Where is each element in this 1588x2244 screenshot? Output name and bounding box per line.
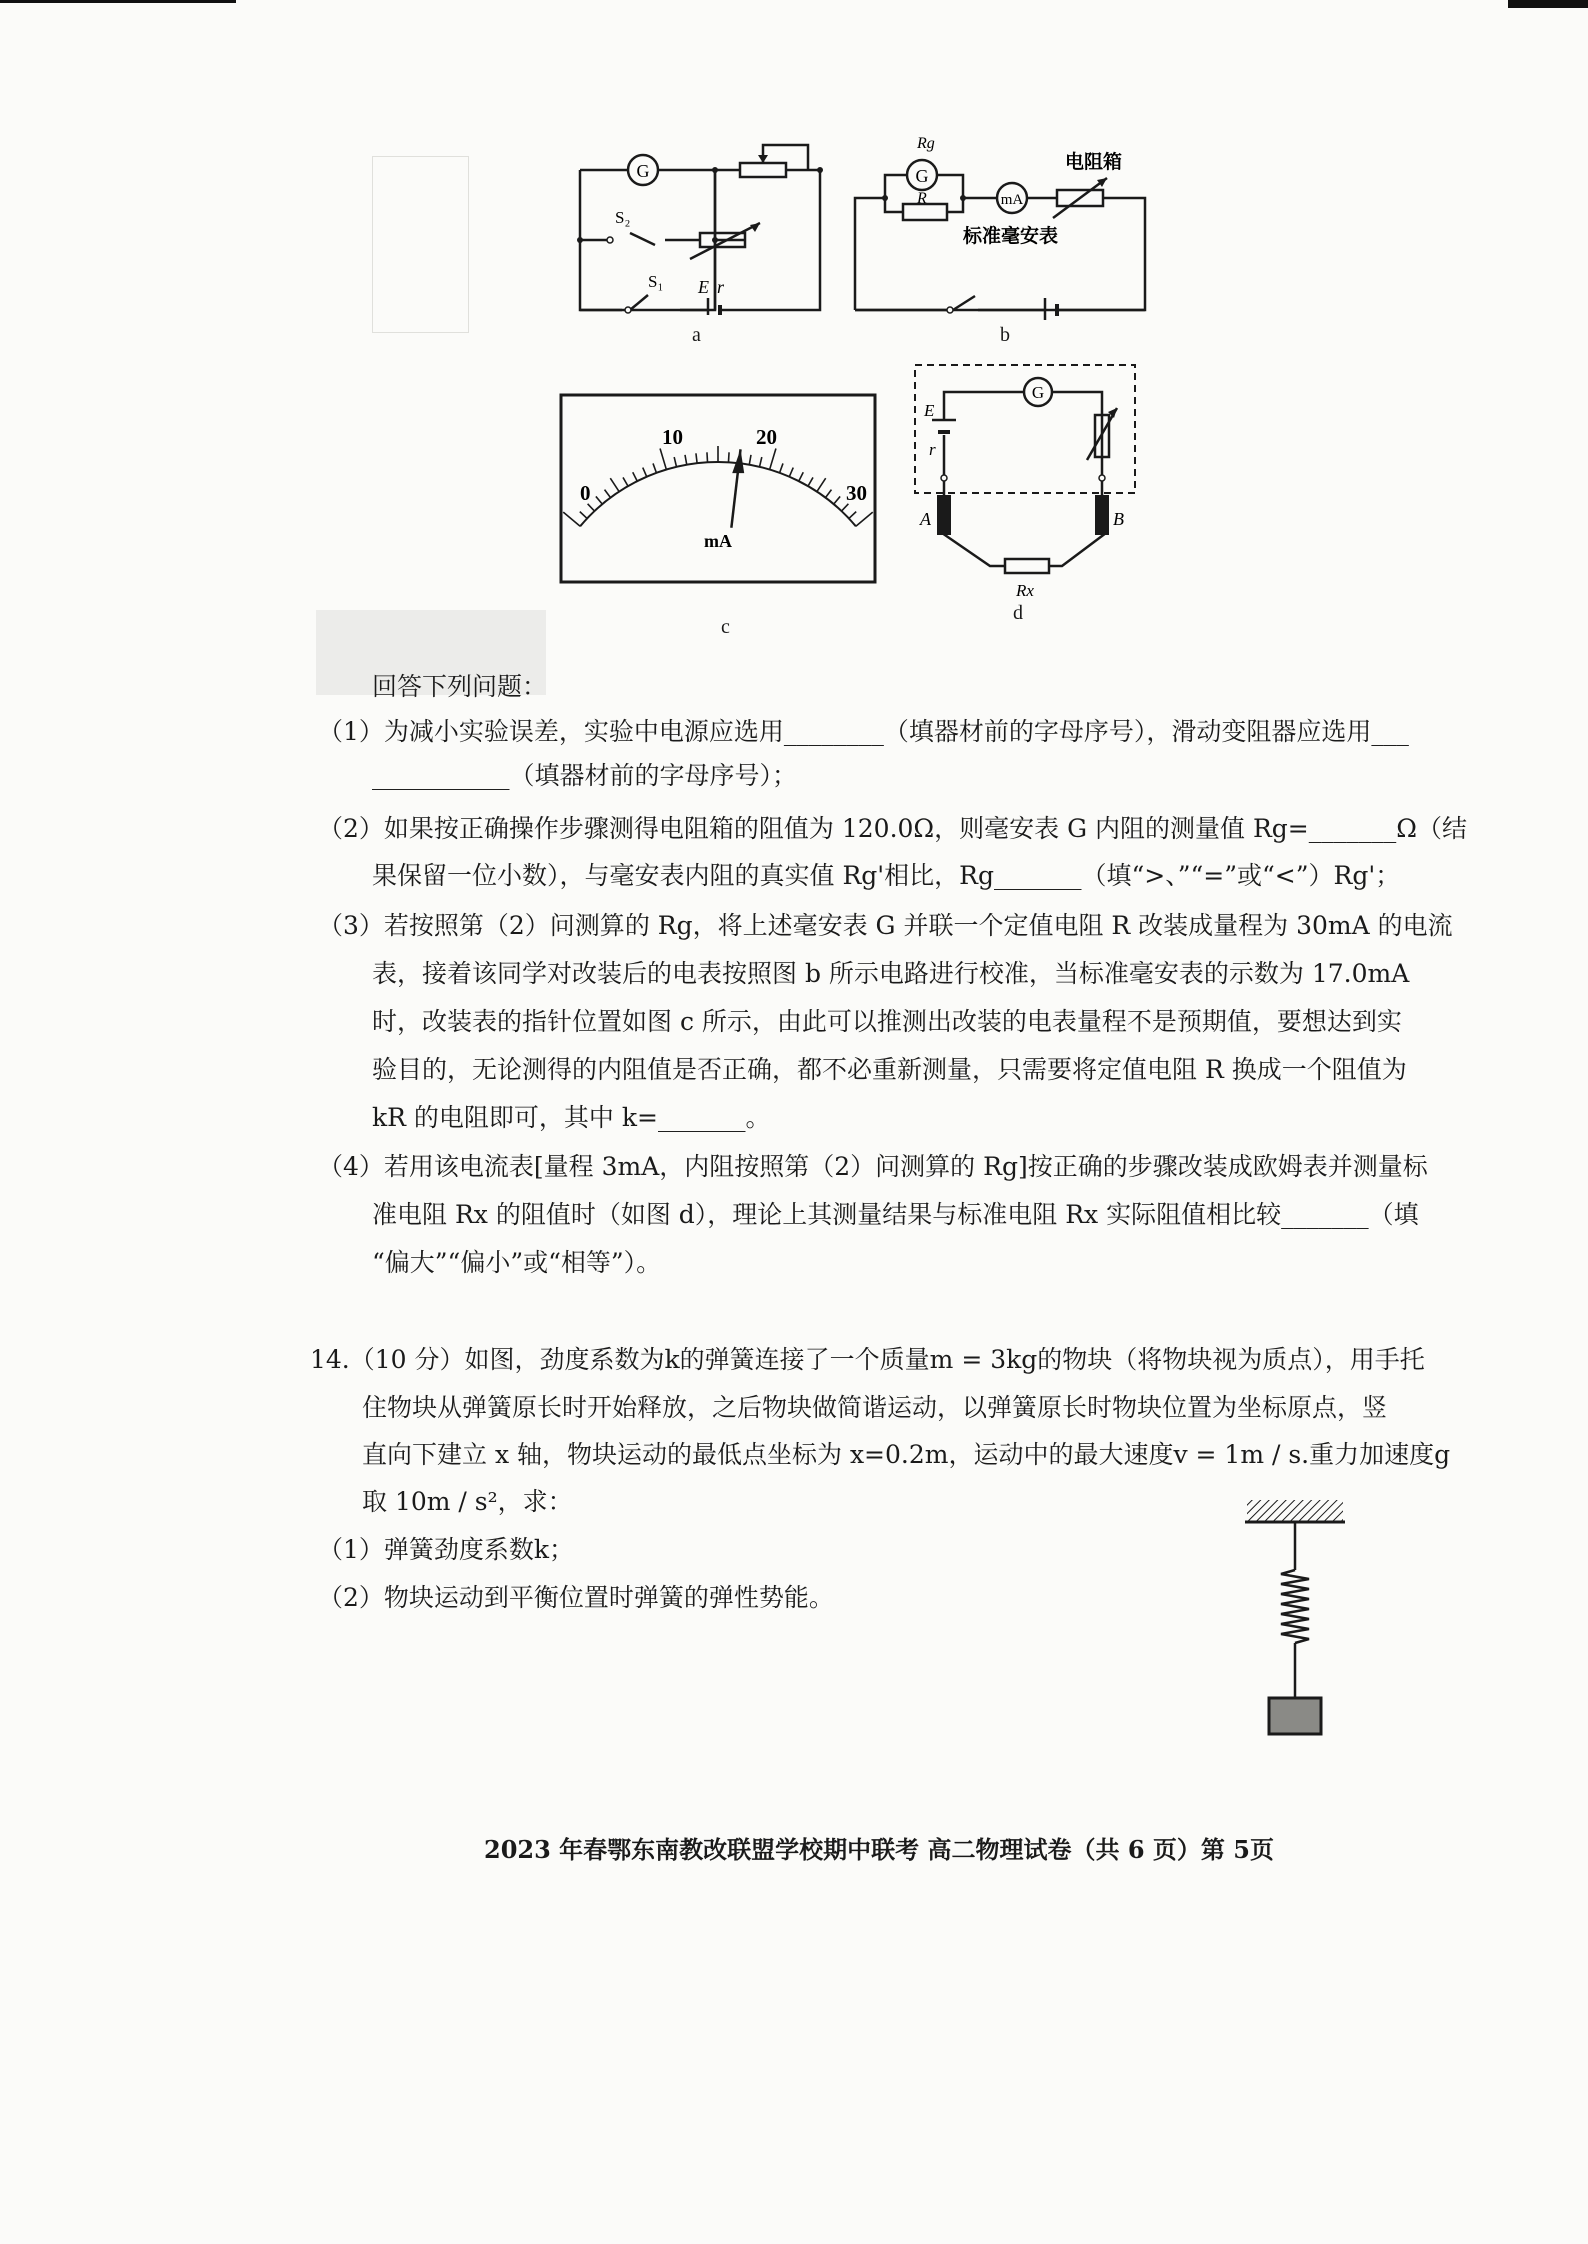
meter-tick-label-20: 20: [756, 425, 777, 449]
figure-a-circuit: [570, 135, 830, 315]
meter-tick: [770, 448, 776, 469]
fig-a-r-label: r: [717, 277, 725, 297]
scan-edge-top-right: [1508, 0, 1588, 8]
scan-edge-top-left: [0, 0, 236, 3]
q13-part3-line5: kR 的电阻即可，其中 k=_______。: [372, 1103, 771, 1132]
q14-line4: 取 10m / s²，求：: [362, 1487, 573, 1516]
meter-tick: [849, 512, 856, 519]
q13-part3-line4: 验目的，无论测得的内阻值是否正确，都不必重新测量，只需要将定值电阻 R 换成一个阻值为: [372, 1055, 1407, 1084]
fig-d-e-label: E: [924, 401, 935, 420]
q13-part3-line1: （3）若按照第（2）问测算的 Rg，将上述毫安表 G 并联一个定值电阻 R 改装成量程为 30mA 的电流: [318, 911, 1453, 940]
q14-sub1: （1）弹簧劲度系数k；: [318, 1535, 575, 1564]
fig-c-caption: c: [721, 616, 730, 638]
fig-d-g-label: G: [1031, 383, 1045, 402]
meter-tick: [817, 478, 826, 491]
q14-line2: 住物块从弹簧原长时开始释放，之后物块做简谐运动，以弹簧原长时物块位置为坐标原点，竖: [362, 1393, 1388, 1422]
q14-line1: 14.（10 分）如图，劲度系数为k的弹簧连接了一个质量m = 3kg的物块（将物块视为质点），用手托: [310, 1345, 1425, 1374]
fig-b-g-label: G: [915, 166, 929, 186]
fig-b-ma-label: mA: [1000, 192, 1024, 208]
meter-tick-label-10: 10: [662, 425, 683, 449]
q13-part4-line3: “偏大”“偏小”或“相等”）。: [372, 1248, 662, 1277]
meter-tick: [643, 468, 647, 477]
meter-tick: [696, 453, 697, 463]
q13-part1-line1: （1）为减小实验误差，实验中电源应选用________（填器材前的字母序号），滑动变阻器应选用___: [318, 717, 1409, 746]
fig-d-caption: d: [1013, 602, 1023, 624]
meter-tick: [653, 463, 656, 472]
q13-part2-line2: 果保留一位小数），与毫安表内阻的真实值 Rg'相比，Rg_______（填“>、”“=”或“<”）Rg'；: [372, 861, 1401, 890]
meter-tick: [780, 463, 783, 472]
meter-tick: [825, 490, 831, 498]
fig-a-caption: a: [692, 324, 701, 346]
faint-rectangle: [372, 156, 469, 333]
meter-tick: [580, 512, 587, 519]
meter-tick: [834, 496, 840, 504]
fig-b-std-meter-label: 标准毫安表: [963, 226, 1059, 247]
fig-a-g-label: G: [636, 161, 650, 181]
fig-d-a-label: A: [920, 509, 931, 529]
meter-tick: [610, 478, 619, 491]
figure-b-circuit: [845, 120, 1165, 320]
figure-c-meter: [558, 392, 878, 587]
meter-tick: [856, 512, 873, 526]
fig-a-s1-label: S₁: [648, 272, 664, 291]
meter-tick: [596, 496, 602, 504]
meter-tick: [674, 457, 676, 467]
ceiling-hatch: [1247, 1500, 1343, 1522]
meter-scale-ticks: [563, 446, 872, 526]
fig-b-box-label: 电阻箱: [1065, 152, 1123, 173]
meter-tick: [605, 490, 611, 498]
spring-mass-figure: [1245, 1498, 1345, 1738]
fig-d-b-label: B: [1113, 509, 1124, 529]
meter-tick-label-0: 0: [580, 481, 591, 505]
page-footer: 2023 年春鄂东南教改联盟学校期中联考 高二物理试卷（共 6 页）第 5页: [484, 1835, 1274, 1864]
meter-tick: [707, 452, 708, 462]
q13-part2-line1: （2）如果按正确操作步骤测得电阻箱的阻值为 120.0Ω，则毫安表 G 内阻的测量值 Rg=_______Ω（结: [318, 814, 1467, 843]
q13-part1-line2: ___________（填器材前的字母序号）；: [372, 761, 798, 790]
q13-intro: 回答下列问题：: [372, 672, 548, 701]
meter-tick: [685, 455, 687, 465]
fig-b-r-label: R: [917, 190, 927, 207]
meter-tick: [633, 472, 637, 481]
q13-part4-line2: 准电阻 Rx 的阻值时（如图 d），理论上其测量结果与标准电阻 Rx 实际阻值相比较_______（填: [372, 1200, 1419, 1229]
fig-a-e-label: E: [698, 277, 709, 297]
fig-b-caption: b: [1000, 324, 1010, 346]
meter-tick: [749, 455, 751, 465]
meter-tick: [660, 448, 666, 469]
meter-tick: [623, 477, 628, 486]
meter-needle-tip: [732, 449, 744, 473]
meter-tick-label-30: 30: [846, 481, 867, 505]
meter-tick: [789, 468, 793, 477]
fig-b-rg-label: Rg: [917, 135, 935, 152]
figure-d-circuit: [912, 360, 1142, 615]
spring-coil: [1281, 1570, 1309, 1643]
fig-d-rx-label: Rx: [1016, 581, 1034, 600]
meter-scale-arc: [580, 462, 856, 526]
meter-tick: [563, 512, 580, 526]
mass-block: [1269, 1698, 1321, 1734]
meter-unit-label: mA: [704, 531, 732, 551]
meter-tick: [728, 452, 729, 462]
q14-line3: 直向下建立 x 轴，物块运动的最低点坐标为 x=0.2m，运动中的最大速度v = 1m / s.重力加速度g: [362, 1440, 1451, 1469]
q13-part4-line1: （4）若用该电流表[量程 3mA，内阻按照第（2）问测算的 Rg]按正确的步骤改装成欧姆表并测量标: [318, 1152, 1428, 1181]
q14-sub2: （2）物块运动到平衡位置时弹簧的弹性势能。: [318, 1583, 834, 1612]
fig-a-s2-label: S₂: [615, 208, 631, 227]
meter-tick: [808, 477, 813, 486]
q13-part3-line2: 表，接着该同学对改装后的电表按照图 b 所示电路进行校准，当标准毫安表的示数为 17.0mA: [372, 959, 1410, 988]
q13-part3-line3: 时，改装表的指针位置如图 c 所示，由此可以推测出改装的电表量程不是预期值，要想达到实: [372, 1007, 1402, 1036]
meter-tick: [760, 457, 762, 467]
meter-tick: [799, 472, 803, 481]
fig-d-r-label: r: [929, 440, 936, 459]
